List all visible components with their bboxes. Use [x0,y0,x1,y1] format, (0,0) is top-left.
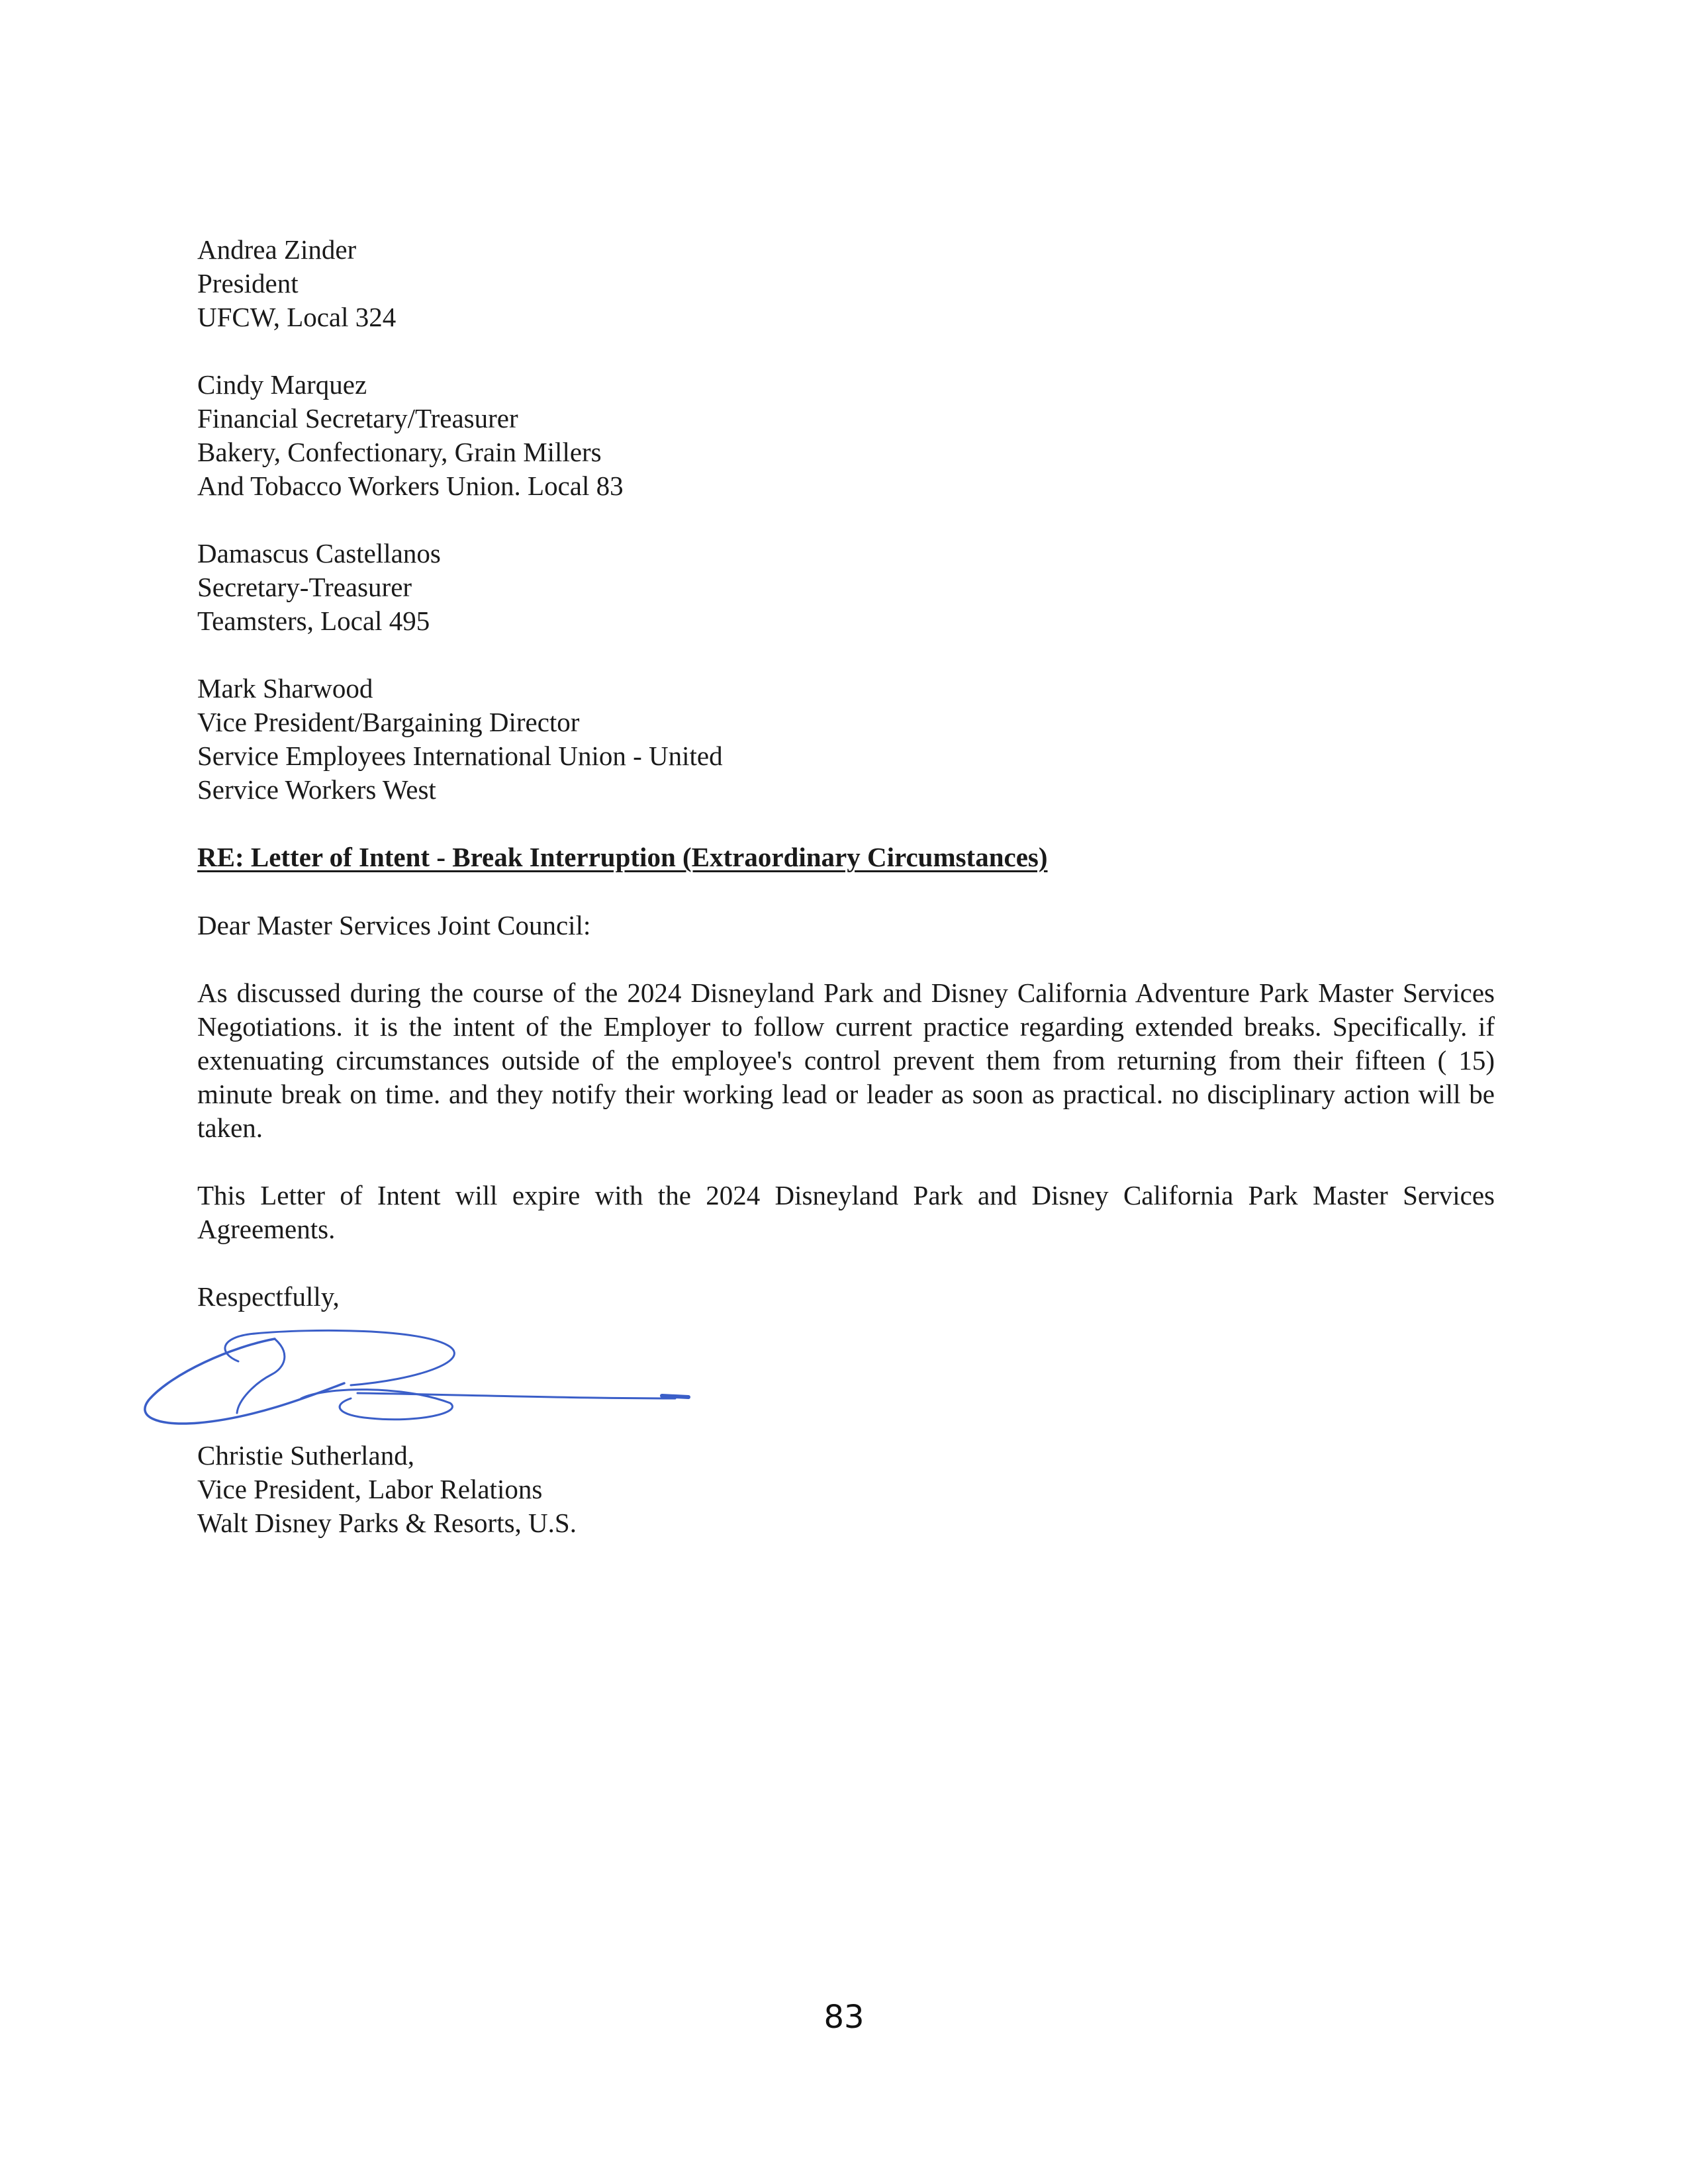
signatory-block [197,1439,577,1540]
signature-stroke [357,1393,675,1398]
salutation: Dear Master Services Joint Council: [197,910,591,940]
signature-stroke [225,1330,454,1385]
recipient-block-1 [197,233,396,334]
recipient-title: Secretary-Treasurer [197,572,412,602]
recipient-title: Financial Secretary/Treasurer [197,403,518,433]
page-number: 83 [823,1999,865,2036]
recipient-organization: Service Employees International Union - United [197,741,723,771]
body-paragraph-2: This Letter of Intent will expire with the 2024 Disneyland Park and Disney California Park Master Services Agreements. [197,1180,1495,1244]
recipient-organization: UFCW, Local 324 [197,302,397,332]
handwritten-signature [139,1320,695,1453]
recipient-organization: And Tobacco Workers Union. Local 83 [197,471,624,501]
recipient-title: President [197,268,299,298]
signatory-title: Vice President, Labor Relations [197,1474,543,1504]
recipient-title: Vice President/Bargaining Director [197,707,580,737]
recipient-organization: Bakery, Confectionary, Grain Millers [197,437,602,467]
signatory-organization: Walt Disney Parks & Resorts, U.S. [197,1508,577,1538]
signature-stroke [145,1339,344,1424]
recipient-name: Andrea Zinder [197,234,357,265]
body-paragraph-1: As discussed during the course of the 2024 Disneyland Park and Disney California Adventure Park Master Services Negotiations. it is the intent of the Employer to follow current practice regarding extended breaks. Specifically. if extenuating circumstances outside of the employee's control prevent them from returning from their fifteen ( 15) minute break on time. and they notify their working lead or leader as soon as practical. no disciplinary action will be taken. [197,978,1495,1143]
recipient-organization: Service Workers West [197,774,436,805]
recipient-block-2 [197,368,624,503]
signature-stroke [662,1396,688,1397]
signatory-name: Christie Sutherland, [197,1440,414,1471]
subject-line: RE: Letter of Intent - Break Interruption (Extraordinary Circumstances) [197,842,1048,872]
recipient-block-3 [197,537,441,638]
recipient-name: Mark Sharwood [197,673,373,704]
recipient-organization: Teamsters, Local 495 [197,606,430,636]
closing: Respectfully, [197,1281,340,1312]
recipient-name: Cindy Marquez [197,369,367,400]
signature-strokes [145,1330,688,1424]
recipient-name: Damascus Castellanos [197,538,441,569]
signature-stroke [237,1339,285,1413]
recipient-block-4 [197,672,723,807]
